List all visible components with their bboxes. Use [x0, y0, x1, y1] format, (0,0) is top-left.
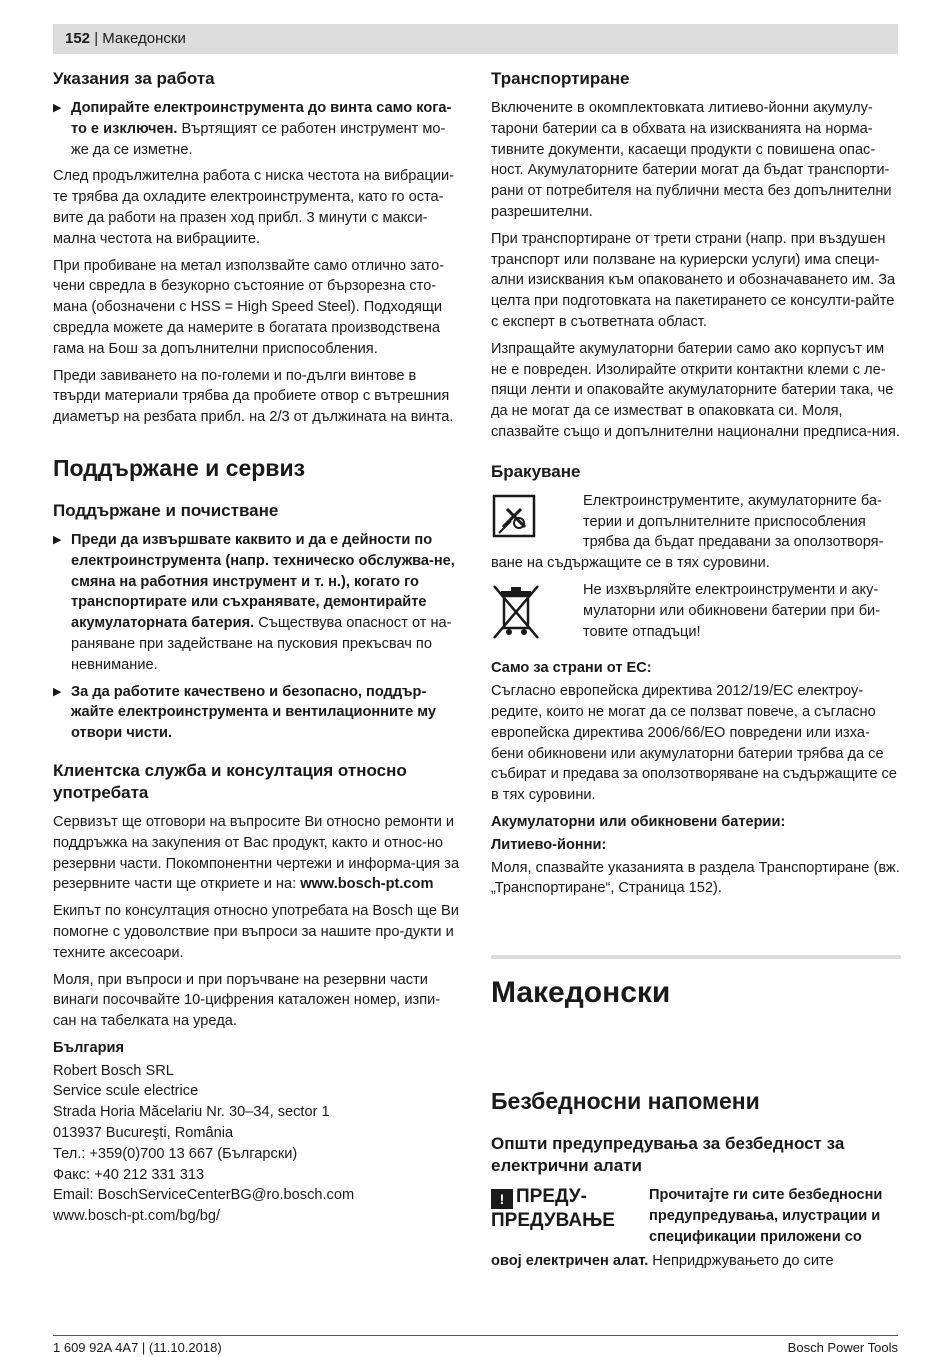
warning-text: Прочитајте ги сите безбедносни предупредувања, илустрации и спецификации приложени со: [649, 1187, 883, 1246]
address-block: [53, 1061, 463, 1227]
paragraph-transport-2: При транспортиране от трети страни (напр. при въздушен транспорт или ползване на куриерски услуги) има специ-ални изисквания към опаковането и обозначаването им. За целта при подготовката на пакетирането се консулти-райте с експерт в съответната област.: [491, 230, 896, 330]
paragraph-li-ion: Моля, спазвайте указанията в раздела Транспортиране (вж. „Транспортиране“, Страница 152).: [491, 859, 900, 897]
warning-continuation: [491, 1251, 901, 1272]
page-header: [53, 24, 898, 54]
bullet-text: Въртящият се работен инструмент мо-же да се изметне.: [71, 120, 446, 158]
disposal-recycle-row: [491, 491, 901, 553]
heading-batteries: Акумулаторни или обикновени батерии:: [491, 813, 786, 830]
right-column: [491, 68, 901, 1278]
paragraph-transport-1: Включените в окомплектовката литиево-йонни акумулу-тарони батерии са в обхвата на изискванията на норма-тивните документи, касаещи продукти с повишена опас-ност. Акумулаторните батерии могат да бъдат транспорти-рани от потребителя на публични места без допълнителни разрешителни.: [491, 100, 892, 220]
heading-general-warnings: Општи предупредувања за безбедност за електрични алати: [491, 1134, 845, 1176]
heading-customer-service: Клиентска служба и консултация относно употребата: [53, 760, 407, 802]
paragraph-service-intro: [53, 812, 463, 895]
heading-transport: Транспортиране: [491, 69, 630, 88]
warning-triangle-icon: !: [491, 1189, 513, 1209]
bullet-text: Съществува опасност от на-раняване при задействане на пусковия прекъсвач по невнимание.: [71, 615, 452, 673]
section-divider: [491, 955, 901, 959]
paragraph-consultation: Екипът по консултация относно употребата на Bosch ще Ви помогне с удоволствие при въпроси за нашите про-дукти и техните аксесоари.: [53, 903, 459, 961]
paragraph-cooling: След продължителна работа с ниска честота на вибрации-те трябва да охладите електроинструмента, като го оста-вите да работи на празен ход прибл. 3 минути с макси-мална честота на вибрациите.: [53, 168, 454, 247]
heading-bulgaria: България: [53, 1039, 124, 1056]
heading-maintenance-service: Поддържане и сервиз: [53, 454, 306, 481]
heading-macedonian: Македонски: [491, 976, 671, 1010]
footer-brand: Bosch Power Tools: [787, 1340, 898, 1355]
address-line: Robert Bosch SRL: [53, 1062, 174, 1079]
page-footer: [53, 1335, 898, 1355]
heading-disposal: Бракуване: [491, 461, 581, 481]
heading-work-instructions: Указания за работа: [53, 69, 215, 88]
address-fax: Факс: +40 212 331 313: [53, 1166, 205, 1183]
crossed-bin-icon: [491, 582, 541, 642]
bullet-keep-clean: [53, 682, 463, 744]
bullet-bold: Допирайте електроинструмента до винта само кога-то е изключен.: [71, 100, 452, 137]
heading-li-ion: Литиево-йонни:: [491, 836, 607, 853]
footer-doc-number: 1 609 92A 4A7 | (11.10.2018): [53, 1340, 222, 1355]
heading-maintenance-cleaning: Поддържане и почистване: [53, 500, 279, 520]
disposal-bin-row: [491, 580, 901, 642]
bullet-bold: Преди да извършвате каквито и да е дейности по електроинструмента (напр. техническо обслужва-не, смяна на работния инструмент и т. н.), когато го транспортирате или съхранявате, демонтирайте акумулаторната батерия.: [71, 531, 455, 632]
address-email[interactable]: Email: BoschServiceCenterBG@ro.bosch.com: [53, 1187, 355, 1204]
disposal-text-2: Не изхвърляйте електроинструменти и аку-мулаторни или обикновени батерии при би-товите отпадъци!: [583, 581, 881, 640]
service-text: Сервизът ще отговори на въпросите Ви относно ремонти и поддръжка на закупения от Вас продукт, както и относ-но резервни части. Покомпонентни чертежи и информа-ция за резервните части ще откриете и на:: [53, 813, 460, 893]
paragraph-drilling-metal: При пробиване на метал използвайте само отлично зато-чени свредла в безукорно състояние от бързорезна сто-мана (обозначени с HSS = High Speed Steel). Подходящи свредла можете да намерите в богатата производствена гама на Бош за допълнителни приспособления.: [53, 257, 445, 357]
paragraph-eu-directive: Съгласно европейска директива 2012/19/ЕС електроу-редите, които не могат да се ползват повече, а съгласно европейска директива 2006/66/ЕО повредени или изха-бени обикновени или акумулаторни батерии трябва да се събират и предава за оползотворяване на съдържащите се в тях суровини.: [491, 683, 897, 804]
recycle-tools-icon: [491, 493, 541, 543]
disposal-text-1-cont: ване на съдържащите се в тях суровини.: [491, 555, 770, 572]
warning-label: [491, 1185, 641, 1233]
page-number: 152: [65, 30, 91, 47]
warning-cont-bold: овој електричен алат.: [491, 1253, 649, 1270]
warning-block: [491, 1185, 901, 1272]
address-line: Service scule electrice: [53, 1083, 199, 1100]
heading-eu-only: Само за страни от ЕС:: [491, 660, 652, 677]
disposal-text-1: Електроинструментите, акумулаторните ба-терии и допълнителните приспособления трябва да бъдат предавани за оползотворя-: [583, 492, 884, 551]
bullet-remove-battery: [53, 530, 463, 676]
header-language: Македонски: [102, 30, 186, 47]
warning-label-text: ПРЕДУ-ПРЕДУВАЊЕ: [491, 1186, 615, 1232]
paragraph-pre-drilling: Преди завиването на по-големи и по-дълги винтове в твърди материали трябва да пробиете отвор с вътрешния диаметър на резбата прибл. на 2/3 от дължината на винта.: [53, 367, 454, 426]
bosch-link[interactable]: www.bosch-pt.com: [300, 876, 434, 893]
heading-safety-notes: Безбедносни напомени: [491, 1088, 760, 1115]
header-text: [65, 30, 186, 47]
address-website[interactable]: www.bosch-pt.com/bg/bg/: [53, 1208, 221, 1225]
bullet-screw-contact: [53, 98, 463, 160]
paragraph-catalog-number: Моля, при въпроси и при поръчване на резервни части винаги посочвайте 10-цифрения каталожен номер, изпи-сан на табелката на уреда.: [53, 971, 441, 1030]
left-column: [53, 68, 463, 1227]
address-line: 013937 Bucureşti, România: [53, 1125, 234, 1142]
warning-cont-text: Непридржувањето до сите: [648, 1253, 834, 1270]
address-phone: Тел.: +359(0)700 13 667 (Български): [53, 1145, 298, 1162]
address-line: Strada Horia Măcelariu Nr. 30–34, sector 1: [53, 1104, 330, 1121]
header-separator: |: [90, 30, 103, 47]
bullet-bold: За да работите качествено и безопасно, поддър-жайте електроинструмента и вентилационните му отвори чисти.: [71, 683, 437, 742]
paragraph-transport-3: Изпращайте акумулаторни батерии само ако корпусът им не е повреден. Изолирайте открити контактни клеми с ле-пящи ленти и опаковайте акумулаторните батерии така, че да не могат да се изместват в опаковката си. Моля, спазвайте също и допълнителни национални предписа-ния.: [491, 340, 900, 440]
